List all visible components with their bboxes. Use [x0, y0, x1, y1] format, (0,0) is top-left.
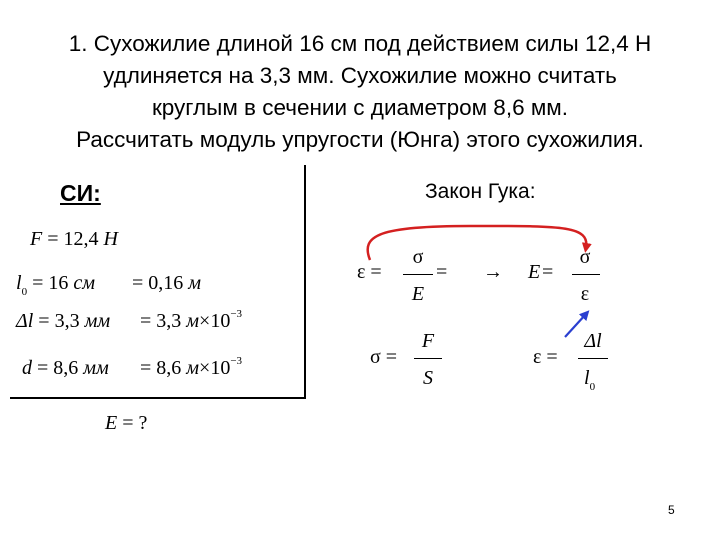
diameter-si-value: 8,6: [156, 357, 182, 379]
length-value: 16: [48, 272, 69, 294]
red-substitution-arrow: [368, 226, 587, 260]
l0-symbol: l: [584, 367, 590, 389]
diameter-symbol: d: [22, 357, 32, 379]
formula-modulus-eq: =: [542, 261, 554, 283]
elongation-si-unit: м: [186, 310, 200, 332]
formula-stress-denominator: S: [423, 367, 433, 389]
length-symbol: l: [16, 272, 22, 294]
formula-strain-numerator: σ: [412, 246, 424, 268]
formula-relative-elongation-lhs: ε =: [533, 346, 558, 368]
formula-modulus-numerator: σ: [579, 246, 591, 268]
problem-line-4: Рассчитать модуль упругости (Юнга) этого сухожилия.: [76, 127, 644, 152]
formula-relative-elongation-numerator: Δl: [584, 330, 602, 352]
si-heading: СИ:: [60, 180, 101, 206]
formula-stress-lhs: σ =: [370, 346, 398, 368]
elongation-si-mult: ×10: [199, 310, 231, 332]
length-eq: =: [27, 272, 49, 294]
diameter-si-mult: ×10: [199, 357, 231, 379]
diameter-si-exponent: −3: [230, 355, 243, 367]
formula-stress-numerator: F: [421, 330, 435, 352]
force-symbol: F: [30, 228, 43, 250]
unknown-value: ?: [138, 412, 148, 434]
diameter-value: 8,6: [53, 357, 79, 379]
elongation-si-exponent: −3: [230, 308, 243, 320]
force-eq: =: [42, 228, 64, 250]
l0-subscript: 0: [589, 381, 596, 393]
unknown-eq: =: [117, 412, 139, 434]
formula-strain-lhs: ε =: [357, 261, 382, 283]
elongation-eq: =: [33, 310, 55, 332]
formula-modulus-denominator: ε: [580, 283, 590, 305]
length-subscript: 0: [21, 286, 28, 298]
elongation-symbol: Δl: [16, 310, 34, 332]
elongation-value: 3,3: [54, 310, 80, 332]
elongation-si-eq: =: [140, 310, 157, 332]
formula-modulus-lhs: E: [528, 261, 541, 283]
length-si-unit: м: [188, 272, 202, 294]
force-unit: Н: [103, 228, 118, 250]
problem-line-1: 1. Сухожилие длиной 16 см под действием силы 12,4 Н: [68, 31, 652, 56]
force-value: 12,4: [63, 228, 99, 250]
hooke-law-heading: Закон Гука:: [425, 180, 536, 203]
length-unit: см: [73, 272, 95, 294]
length-si-value: 0,16: [148, 272, 184, 294]
blue-substitution-arrow: [565, 314, 586, 337]
diameter-si-eq: =: [140, 357, 157, 379]
formula-arrow: →: [483, 261, 503, 283]
problem-line-2: удлиняется на 3,3 мм. Сухожилие можно считать: [103, 63, 617, 88]
problem-line-3: круглым в сечении с диаметром 8,6 мм.: [151, 95, 569, 120]
elongation-si-value: 3,3: [156, 310, 182, 332]
unknown-symbol: E: [105, 412, 118, 434]
formula-strain-denominator: E: [411, 283, 425, 305]
formula-strain-tail: =: [436, 261, 448, 283]
page-number: 5: [668, 503, 675, 517]
diameter-eq: =: [32, 357, 54, 379]
length-si-eq: =: [132, 272, 149, 294]
diameter-si-unit: м: [186, 357, 200, 379]
elongation-unit: мм: [84, 310, 111, 332]
diameter-unit: мм: [83, 357, 109, 379]
